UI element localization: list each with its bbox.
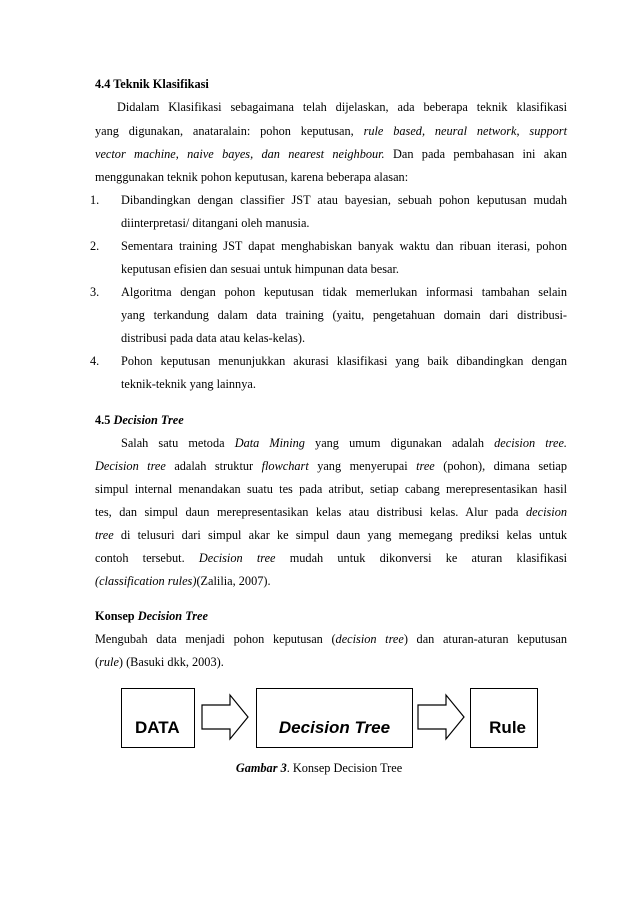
list-item-line: Pohon keputusan menunjukkan akurasi klasifikasi yang baik dibandingkan dengan bbox=[121, 354, 567, 368]
paragraph-line: Mengubah data menjadi pohon keputusan (decision tree) dan aturan-aturan keputusan bbox=[95, 632, 567, 646]
list-item-line: Dibandingkan dengan classifier JST atau bayesian, sebuah pohon keputusan mudah bbox=[121, 193, 567, 207]
right-arrow-icon bbox=[202, 695, 248, 739]
paragraph-line: contoh tersebut. Decision tree mudah untuk dikonversi ke aturan klasifikasi bbox=[95, 551, 568, 565]
data-box: DATA bbox=[121, 688, 195, 748]
list-number: 4. bbox=[90, 354, 100, 368]
paragraph-line: (classification rules)(Zalilia, 2007). bbox=[95, 574, 271, 588]
paragraph-line: vector machine, naive bayes, dan nearest neighbour. Dan pada pembahasan ini akan bbox=[95, 147, 568, 161]
list-number: 2. bbox=[90, 239, 100, 253]
list-item-line: distribusi pada data atau kelas-kelas). bbox=[121, 331, 306, 345]
figure-caption: Gambar 3. Konsep Decision Tree bbox=[235, 761, 403, 775]
section-4-5-heading: 4.5 Decision Tree bbox=[95, 413, 184, 427]
list-item-line: yang terkandung dalam data training (yaitu, pengetahuan domain dari distribusi- bbox=[121, 308, 567, 322]
paragraph-line: menggunakan teknik pohon keputusan, karena beberapa alasan: bbox=[95, 170, 409, 184]
right-arrow-icon bbox=[418, 695, 464, 739]
paragraph-line: Didalam Klasifikasi sebagaimana telah dijelaskan, ada beberapa teknik klasifikasi bbox=[117, 100, 567, 114]
konsep-heading: Konsep Decision Tree bbox=[95, 609, 208, 623]
list-item-line: Sementara training JST dapat menghabiskan banyak waktu dan ribuan iterasi, pohon bbox=[121, 239, 567, 253]
paragraph-line: tree di telusuri dari simpul akar ke simpul daun yang memegang prediksi kelas untuk bbox=[95, 528, 567, 542]
paragraph-line: simpul internal menandakan suatu tes pada atribut, setiap cabang merepresentasikan hasil bbox=[95, 482, 567, 496]
rule-box: Rule bbox=[470, 688, 538, 748]
list-number: 1. bbox=[90, 193, 100, 207]
list-item-line: keputusan efisien dan sesuai untuk himpunan data besar. bbox=[121, 262, 399, 276]
decision-tree-box: Decision Tree bbox=[256, 688, 413, 748]
paragraph-line: yang digunakan, anataralain: pohon keputusan, rule based, neural network, support bbox=[95, 124, 567, 138]
paragraph-line: Salah satu metoda Data Mining yang umum digunakan adalah decision tree. bbox=[121, 436, 568, 450]
paragraph-line: (rule) (Basuki dkk, 2003). bbox=[95, 655, 224, 669]
list-item-line: teknik-teknik yang lainnya. bbox=[121, 377, 256, 391]
list-item-line: Algoritma dengan pohon keputusan tidak memerlukan informasi tambahan selain bbox=[121, 285, 567, 299]
list-item-line: diinterpretasi/ ditangani oleh manusia. bbox=[121, 216, 310, 230]
paragraph-line: tes, dan simpul daun merepresentasikan kelas atau distribusi kelas. Alur pada decision bbox=[95, 505, 568, 519]
list-number: 3. bbox=[90, 285, 100, 299]
section-4-4-heading: 4.4 Teknik Klasifikasi bbox=[95, 77, 209, 91]
paragraph-line: Decision tree adalah struktur flowchart yang menyerupai tree (pohon), dimana setiap bbox=[95, 459, 568, 473]
